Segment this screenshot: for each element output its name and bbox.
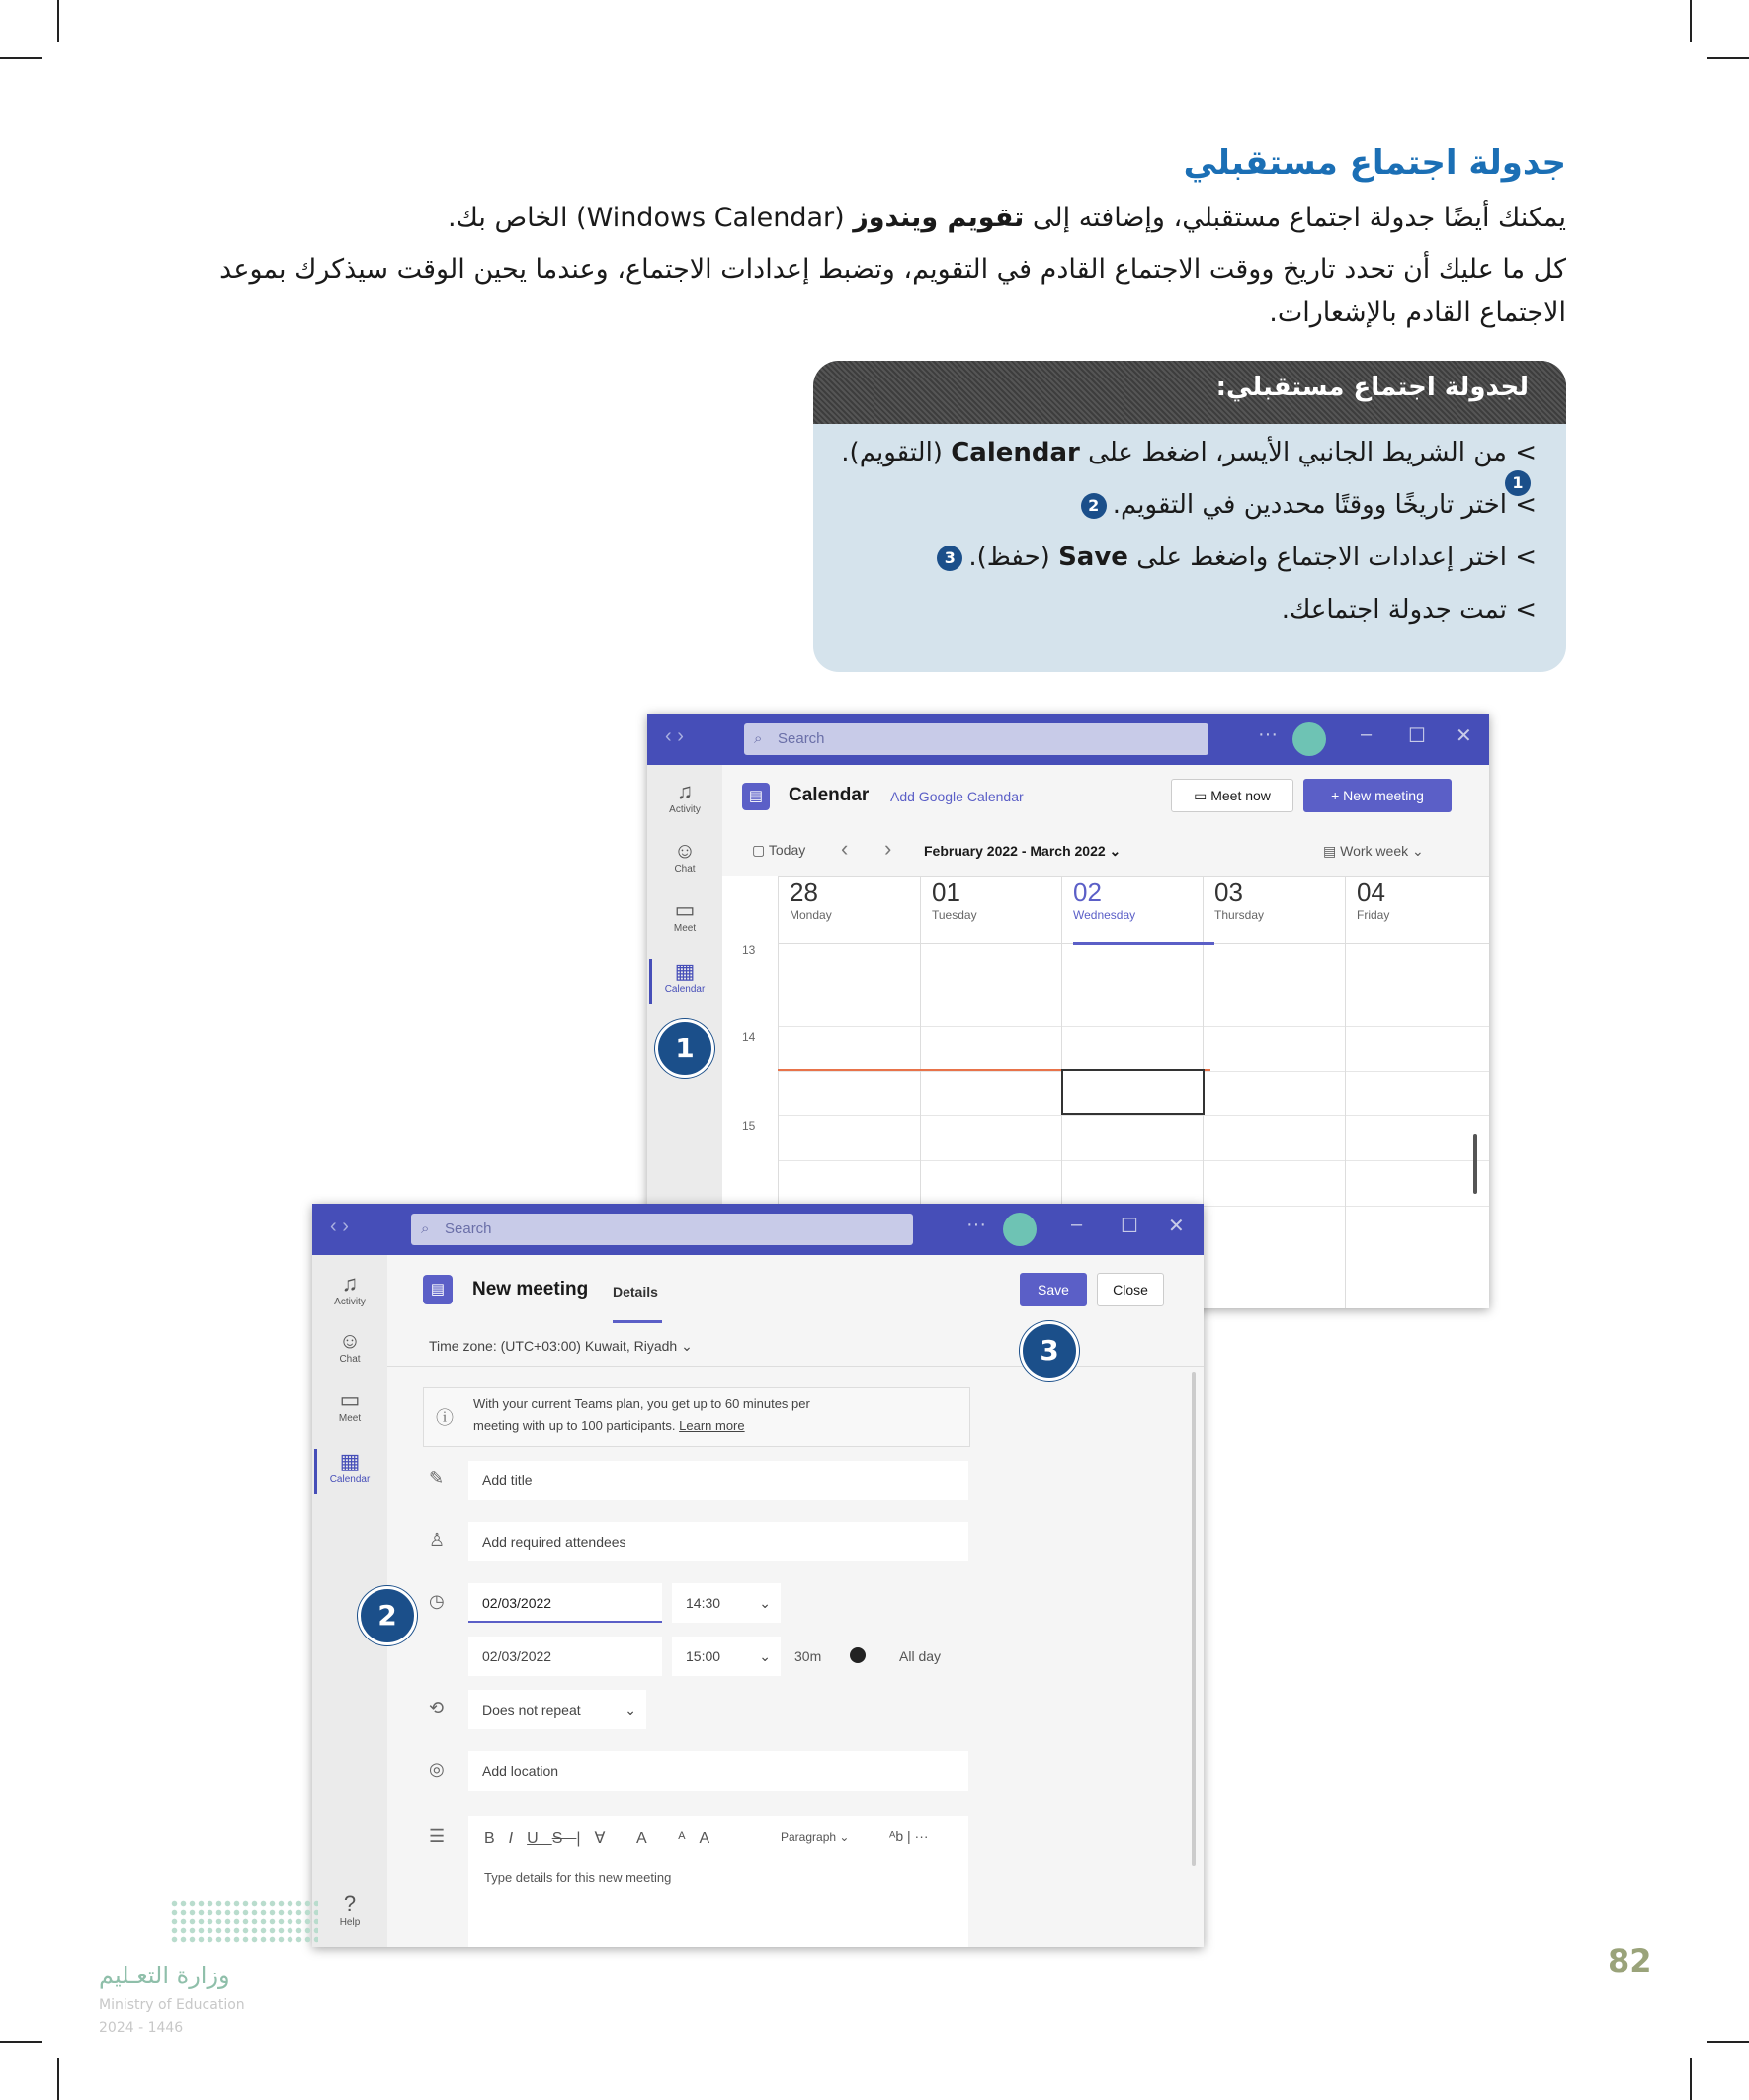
today-button[interactable]	[752, 842, 805, 859]
crop-mark	[0, 2041, 42, 2043]
view-label: Work week	[1340, 843, 1409, 859]
day-name: Tuesday	[932, 908, 977, 922]
help-icon: ?	[343, 1891, 357, 1916]
search-icon: ⌕	[421, 1220, 430, 1237]
meet-now-label: Meet now	[1210, 788, 1271, 803]
day-header[interactable]	[790, 878, 931, 945]
step-3-text: > اختر إعدادات الاجتماع واضغط على	[1127, 543, 1537, 572]
rail-label: Calendar	[664, 984, 706, 995]
end-time-select[interactable]	[672, 1637, 781, 1676]
details-placeholder: Type details for this new meeting	[484, 1870, 672, 1885]
section-heading: جدولة اجتماع مستقبلي	[1183, 143, 1566, 183]
paragraph-line-2: الاجتماع القادم بالإشعارات.	[1269, 297, 1566, 328]
minimize-icon[interactable]: –	[1071, 1214, 1083, 1235]
rail-activity[interactable]	[647, 779, 722, 815]
all-day-label: All day	[899, 1648, 942, 1664]
close-icon[interactable]: ✕	[1168, 1216, 1185, 1237]
notice-text: meeting with up to 100 participants.	[473, 1418, 676, 1433]
day-name: Wednesday	[1073, 908, 1136, 922]
step-1-text-end: (التقويم).	[841, 438, 952, 467]
plan-notice	[423, 1387, 970, 1447]
rail-label: Meet	[673, 923, 697, 934]
step-1-text: > من الشريط الجانبي الأيسر، اضغط على	[1079, 438, 1537, 467]
search-icon: ⌕	[754, 730, 763, 747]
step-1	[813, 438, 1537, 497]
academic-year: 2024 - 1446	[99, 2020, 184, 2036]
new-meeting-button[interactable]: + New meeting	[1303, 779, 1452, 812]
step-2-text: > اختر تاريخًا ووقتًا محددين في التقويم.	[1112, 490, 1537, 520]
view-selector[interactable]: ▤ Work week ⌄	[1323, 843, 1424, 859]
tab-details[interactable]: Details	[613, 1284, 658, 1300]
intro-bold: تقويم ويندوز	[853, 203, 1025, 233]
start-time-value: 14:30	[686, 1595, 721, 1611]
rail-label: Meet	[338, 1413, 362, 1424]
back-forward-icons[interactable]: ‹ ›	[330, 1216, 349, 1237]
search-placeholder: Search	[445, 1220, 492, 1237]
chevron-down-icon: ⌄	[759, 1648, 771, 1664]
crop-mark	[1707, 57, 1749, 59]
video-icon: ▭	[339, 1387, 361, 1412]
more-icon[interactable]: ···	[966, 1214, 986, 1235]
meeting-title: New meeting	[472, 1279, 589, 1300]
day-header[interactable]	[932, 878, 1073, 945]
day-number: 02	[1073, 878, 1102, 907]
chevron-down-icon: ⌄	[625, 1702, 636, 1718]
search-placeholder: Search	[778, 730, 825, 747]
rail-activity[interactable]	[312, 1271, 387, 1307]
ministry-logo-dots	[170, 1899, 318, 1945]
rail-label: Activity	[334, 1297, 366, 1307]
ministry-name-ar: وزارة التعـليم	[99, 1962, 230, 1989]
all-day-toggle[interactable]	[850, 1647, 866, 1663]
clock-icon: ◷	[429, 1591, 445, 1611]
calendar-icon: ▦	[674, 959, 696, 983]
crop-mark	[57, 0, 59, 42]
ministry-name-en: Ministry of Education	[99, 1997, 245, 2013]
date-range[interactable]	[924, 843, 1121, 860]
search-input[interactable]	[744, 723, 1208, 755]
day-number: 01	[932, 878, 960, 907]
video-icon: ▭	[674, 897, 696, 922]
repeat-icon: ⟲	[429, 1698, 445, 1718]
intro-paragraph	[448, 196, 1566, 241]
grid-line	[778, 1115, 1489, 1116]
step-3	[931, 543, 1537, 572]
step-3-bold: Save	[1058, 543, 1128, 572]
pencil-icon: ✎	[429, 1469, 445, 1488]
calendar-title: Calendar	[789, 785, 870, 805]
spellcheck-icon[interactable]: ᴬb | ···	[889, 1828, 929, 1844]
paragraph-label: Paragraph	[781, 1830, 837, 1844]
date-range-label: February 2022 - March 2022	[924, 843, 1106, 859]
rail-help[interactable]	[312, 1891, 387, 1928]
day-header-selected[interactable]	[1073, 878, 1214, 945]
rail-calendar[interactable]	[647, 959, 722, 995]
rail-chat[interactable]	[647, 838, 722, 875]
notice-line-1: With your current Teams plan, you get up to 60 minutes per	[473, 1396, 810, 1411]
add-google-calendar-link[interactable]: Add Google Calendar	[890, 789, 1024, 804]
step-number: 2	[1081, 493, 1107, 519]
rail-label: Calendar	[329, 1474, 371, 1485]
rail-selection-bar	[314, 1449, 317, 1494]
attendees-icon: ♙	[429, 1530, 446, 1550]
step-badge-3: 3	[1020, 1321, 1079, 1381]
paragraph-line-1: كل ما عليك أن تحدد تاريخ ووقت الاجتماع القادم في التقويم، وتضبط إعدادات الاجتماع، وعندما يحين الوقت سيذكرك بموعد	[219, 254, 1566, 285]
rail-label: Chat	[339, 1354, 361, 1365]
chevron-down-icon: ⌄	[759, 1595, 771, 1611]
maximize-icon[interactable]: ☐	[1121, 1216, 1138, 1237]
timezone-label: Time zone: (UTC+03:00) Kuwait, Riyadh	[429, 1338, 678, 1354]
day-number: 04	[1357, 878, 1385, 907]
hour-label: 13	[742, 943, 756, 957]
notice-line-2	[473, 1418, 745, 1433]
intro-text: يمكنك أيضًا جدولة اجتماع مستقبلي، وإضافته إلى	[1024, 203, 1566, 233]
end-date-input[interactable]: 02/03/2022	[468, 1637, 662, 1676]
paragraph-style-select[interactable]: Paragraph ⌄	[781, 1830, 850, 1844]
start-date-input[interactable]: 02/03/2022	[468, 1583, 662, 1623]
step-number: 3	[937, 546, 962, 571]
calendar-app-icon: ▤	[423, 1275, 453, 1304]
search-input[interactable]	[411, 1214, 913, 1245]
hour-label: 15	[742, 1119, 756, 1133]
day-number: 03	[1214, 878, 1243, 907]
details-icon: ☰	[429, 1826, 446, 1846]
prev-week-icon[interactable]: ‹	[841, 836, 849, 861]
timezone-selector[interactable]	[429, 1338, 693, 1355]
crop-mark	[0, 57, 42, 59]
back-forward-icons[interactable]: ‹ ›	[665, 725, 684, 747]
title-bar	[647, 714, 1489, 765]
crop-mark	[1707, 2041, 1749, 2043]
instruction-box-title: لجدولة اجتماع مستقبلي:	[813, 361, 1566, 424]
day-name: Friday	[1357, 908, 1390, 922]
intro-text-end: (Windows Calendar) الخاص بك.	[448, 203, 854, 233]
bell-icon: ♫	[676, 779, 694, 803]
more-icon[interactable]: ···	[1258, 723, 1278, 745]
instruction-box	[813, 361, 1566, 672]
duration-label: 30m	[794, 1648, 822, 1664]
grid-line	[778, 1160, 1489, 1161]
grid-line	[778, 876, 1489, 877]
info-icon: ⓘ	[436, 1408, 454, 1428]
rail-chat[interactable]	[312, 1328, 387, 1365]
repeat-value: Does not repeat	[482, 1702, 581, 1718]
new-meeting-window	[312, 1204, 1204, 1947]
end-time-value: 15:00	[686, 1648, 721, 1664]
calendar-app-icon: ▤	[742, 783, 770, 810]
title-bar	[312, 1204, 1204, 1255]
scrollbar[interactable]	[1473, 1134, 1477, 1194]
learn-more-link[interactable]: Learn more	[679, 1418, 745, 1433]
rail-label: Chat	[674, 864, 696, 875]
save-button[interactable]: Save	[1020, 1273, 1087, 1306]
rail-meet[interactable]	[312, 1387, 387, 1424]
location-input[interactable]: Add location	[468, 1751, 968, 1791]
calendar-small-icon: ▢	[752, 842, 769, 858]
day-number: 28	[790, 878, 818, 907]
rail-calendar[interactable]	[312, 1449, 387, 1485]
close-icon[interactable]: ✕	[1456, 725, 1472, 747]
crop-mark	[57, 2058, 59, 2100]
tab-indicator	[613, 1320, 662, 1323]
hour-label: 14	[742, 1030, 756, 1044]
start-time-select[interactable]	[672, 1583, 781, 1623]
close-button[interactable]: Close	[1097, 1273, 1164, 1306]
rail-label: Activity	[669, 804, 701, 815]
rail-selection-bar	[649, 959, 652, 1004]
rail-meet[interactable]	[647, 897, 722, 934]
step-2	[1075, 490, 1537, 520]
next-week-icon[interactable]: ›	[884, 836, 892, 861]
location-icon: ◎	[429, 1759, 445, 1779]
day-header[interactable]	[1214, 878, 1356, 945]
maximize-icon[interactable]: ☐	[1408, 725, 1426, 747]
scrollbar[interactable]	[1192, 1372, 1196, 1866]
selected-time-slot[interactable]	[1061, 1069, 1205, 1115]
chevron-down-icon: ⌄	[1109, 843, 1122, 859]
avatar[interactable]	[1003, 1213, 1037, 1246]
calendar-icon: ▦	[339, 1449, 361, 1473]
meet-now-button[interactable]	[1171, 779, 1293, 812]
day-name: Thursday	[1214, 908, 1265, 922]
step-1-bold: Calendar	[951, 438, 1080, 467]
format-toolbar[interactable]: BIUS|∀ A ᴬA	[484, 1830, 724, 1847]
minimize-icon[interactable]: –	[1361, 723, 1373, 745]
step-badge-1: 1	[655, 1019, 714, 1078]
repeat-select[interactable]	[468, 1690, 646, 1729]
grid-line	[778, 1026, 1489, 1027]
rail-label: Help	[339, 1917, 361, 1928]
day-header[interactable]	[1357, 878, 1489, 945]
attendees-input[interactable]: Add required attendees	[468, 1522, 968, 1561]
crop-mark	[1690, 0, 1692, 42]
divider	[387, 1366, 1204, 1367]
chat-icon: ☺	[338, 1328, 362, 1353]
step-badge-2: 2	[358, 1586, 417, 1645]
title-input[interactable]: Add title	[468, 1461, 968, 1500]
view-icon: ▤	[1323, 843, 1341, 859]
step-3-text-end: (حفظ).	[968, 543, 1059, 572]
page-number: 82	[1608, 1942, 1652, 1979]
details-editor[interactable]	[468, 1816, 968, 1947]
step-number: 1	[1505, 470, 1531, 496]
video-icon: ▭	[1194, 788, 1211, 803]
crop-mark	[1690, 2058, 1692, 2100]
chevron-down-icon: ⌄	[681, 1338, 693, 1354]
today-label: Today	[768, 842, 806, 858]
avatar[interactable]	[1292, 722, 1326, 756]
chat-icon: ☺	[673, 838, 697, 863]
step-4: > تمت جدولة اجتماعك.	[1281, 595, 1537, 625]
day-name: Monday	[790, 908, 832, 922]
bell-icon: ♫	[341, 1271, 359, 1296]
